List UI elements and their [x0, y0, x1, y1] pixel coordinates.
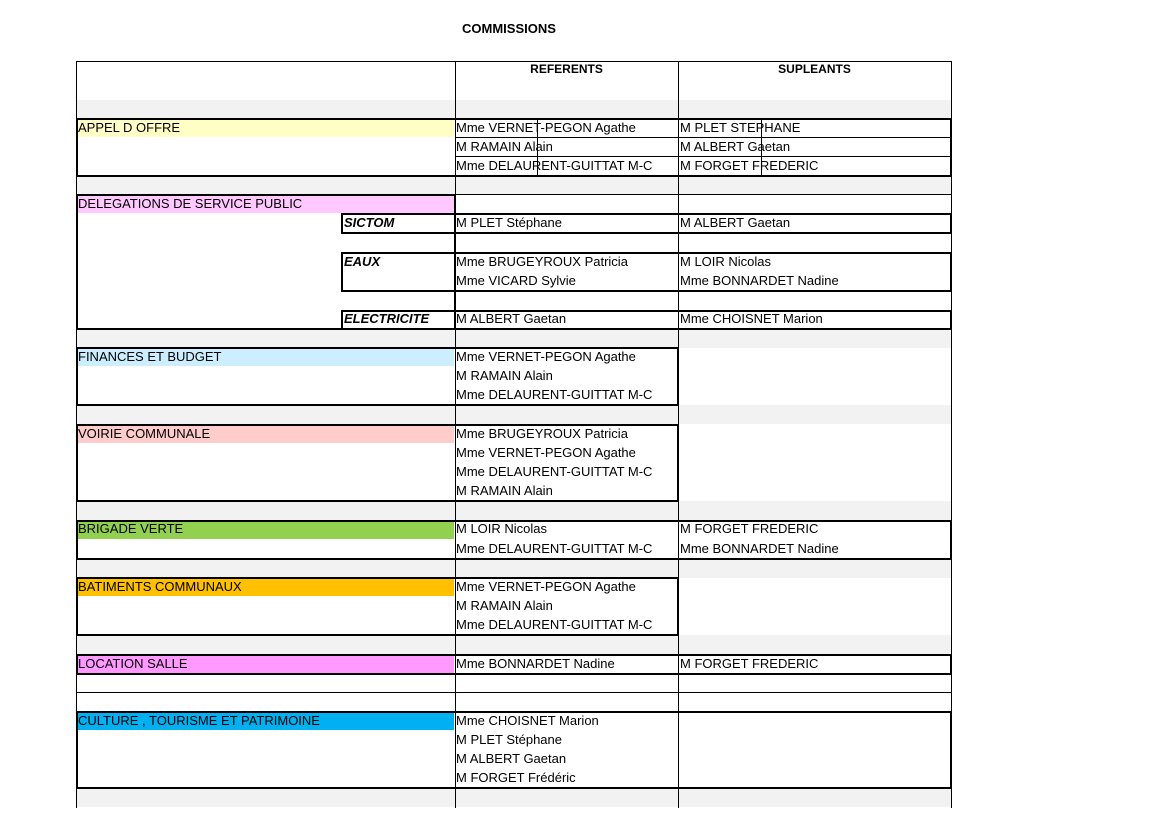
suppleant-name: M FORGET FREDERIC: [680, 521, 819, 536]
separator-band: [77, 100, 951, 118]
referent-name: Mme CHOISNET Marion: [456, 713, 599, 728]
referent-name: Mme BRUGEYROUX Patricia: [456, 254, 628, 269]
referent-name: Mme VERNET-PEGON Agathe: [456, 579, 636, 594]
referent-name: Mme BONNARDET Nadine: [456, 656, 615, 671]
referent-name: Mme DELAURENT-GUITTAT M-C: [456, 464, 653, 479]
separator-band: [77, 329, 951, 348]
delegation-eaux: [341, 252, 952, 292]
referent-name: Mme VERNET-PEGON Agathe: [456, 120, 636, 135]
delegation-label: ELECTRICITE: [344, 311, 430, 326]
suppleant-name: M LOIR Nicolas: [680, 254, 772, 269]
delegation-electricite: [341, 310, 952, 330]
suppleant-name: M ALBERT Gaetan: [680, 139, 791, 154]
referent-name: Mme DELAURENT-GUITTAT M-C: [456, 158, 653, 173]
header-referents: REFERENTS: [530, 62, 603, 76]
referent-name: M PLET Stéphane: [456, 732, 562, 747]
separator-band: [77, 559, 951, 578]
delegation-label: SICTOM: [344, 215, 395, 230]
suppleant-name: M PLET STEPHANE: [680, 120, 801, 135]
referent-name: M PLET Stéphane: [456, 215, 562, 230]
referent-name: Mme BRUGEYROUX Patricia: [456, 426, 628, 441]
commission-name: FINANCES ET BUDGET: [78, 349, 222, 364]
referent-name: M RAMAIN Alain: [456, 139, 553, 154]
separator-band: [77, 405, 951, 424]
referent-name: Mme DELAURENT-GUITTAT M-C: [456, 617, 653, 632]
commission-name: LOCATION SALLE: [78, 656, 188, 671]
grid-line: [77, 692, 951, 693]
commission-name: BATIMENTS COMMUNAUX: [78, 579, 242, 594]
commission-name: CULTURE , TOURISME ET PATRIMOINE: [78, 713, 320, 728]
suppleant-name: Mme CHOISNET Marion: [680, 311, 823, 326]
referent-name: Mme VICARD Sylvie: [456, 273, 576, 288]
referent-name: Mme DELAURENT-GUITTAT M-C: [456, 387, 653, 402]
referent-name: M FORGET Frédéric: [456, 770, 576, 785]
suppleant-name: M ALBERT Gaetan: [680, 215, 791, 230]
commission-name: BRIGADE VERTE: [78, 521, 184, 536]
header-suppleants: SUPLEANTS: [778, 62, 851, 76]
grid-line: [455, 194, 952, 214]
commission-name: APPEL D OFFRE: [78, 120, 181, 135]
page-title: COMMISSIONS: [462, 21, 556, 36]
suppleant-name: Mme BONNARDET Nadine: [680, 541, 839, 556]
suppleant-name: M FORGET FREDERIC: [680, 158, 819, 173]
referent-name: Mme DELAURENT-GUITTAT M-C: [456, 541, 653, 556]
delegation-label: EAUX: [344, 254, 381, 269]
suppleant-name: Mme BONNARDET Nadine: [680, 273, 839, 288]
suppleant-name: M FORGET FREDERIC: [680, 656, 819, 671]
referent-name: M RAMAIN Alain: [456, 483, 553, 498]
commission-name: VOIRIE COMMUNALE: [78, 426, 211, 441]
referent-name: M ALBERT Gaetan: [456, 311, 567, 326]
delegation-sictom: [341, 213, 952, 234]
referent-name: M RAMAIN Alain: [456, 598, 553, 613]
commission-name: DELEGATIONS DE SERVICE PUBLIC: [78, 196, 303, 211]
referent-name: M LOIR Nicolas: [456, 521, 548, 536]
separator-band: [77, 788, 951, 807]
referent-name: Mme VERNET-PEGON Agathe: [456, 445, 636, 460]
separator-band: [77, 635, 951, 654]
referent-name: Mme VERNET-PEGON Agathe: [456, 349, 636, 364]
separator-band: [77, 501, 951, 520]
referent-name: M ALBERT Gaetan: [456, 751, 567, 766]
separator-band: [77, 176, 951, 195]
referent-name: M RAMAIN Alain: [456, 368, 553, 383]
